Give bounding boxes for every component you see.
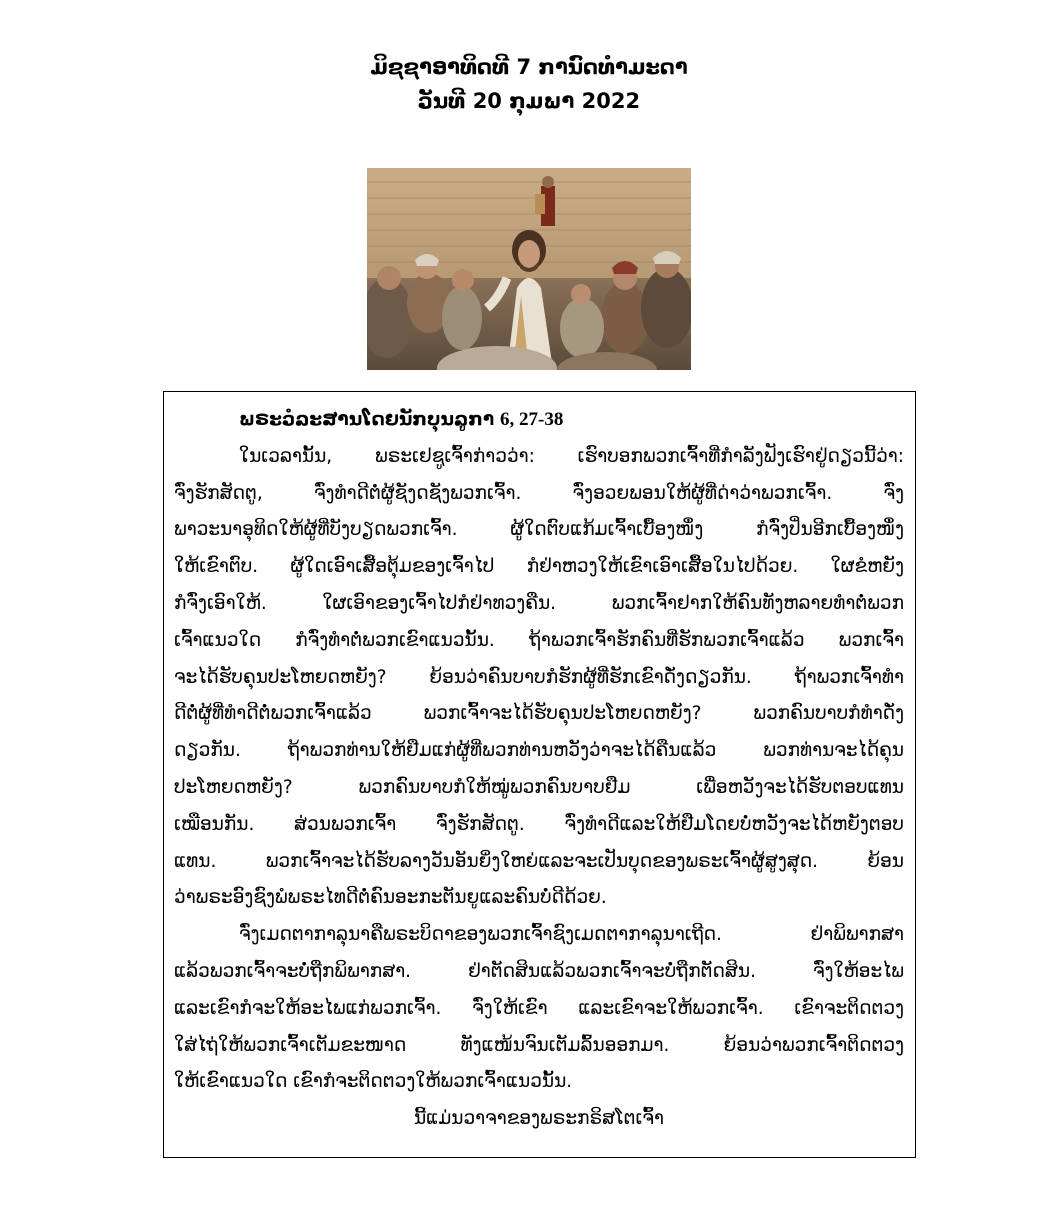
- text-line: ເຈົ້າແນວໃດ ກໍຈົ່ງທຳຕໍ່ພວກເຂົາແນວນັ້ນ. ຖ້າພວກເຈົ້າຮັກຄົນທີ່ຮັກພວກເຈົ້າແລ້ວ ພວກເຈົ້າ: [174, 629, 904, 651]
- text-line: ຈົ່ງຮັກສັດຕູ, ຈົ່ງທຳດີຕໍ່ຜູ້ຊັງດຊັງພວກເຈົ້າ. ຈົ່ງອວຍພອນໃຫ້ຜູ້ທີ່ດ່າວ່າພວກເຈົ້າ. ຈົ່ງ: [174, 482, 904, 504]
- text-line: ດີຕໍ່ຜູ້ທີ່ທຳດີຕໍ່ພວກເຈົ້າແລ້ວ ພວກເຈົ້າຈະໄດ້ຮັບຄຸນປະໂຫຍດຫຍັງ? ພວກຄົນບາບກໍທຳດັ່ງ: [174, 703, 904, 725]
- text-line: ໃນເວລານັ້ນ, ພຣະເຢຊູເຈົ້າກ່າວວ່າ: ເຮົາບອກພວກເຈົ້າທີ່ກຳລັງຟັງເຮົາຢູ່ດຽວນີ້ວ່າ:: [239, 445, 904, 467]
- gospel-text: [174, 402, 904, 1138]
- text-line: ດຽວກັນ. ຖ້າພວກທ່ານໃຫ້ຢືມແກ່ຜູ້ທີ່ພວກທ່ານຫວັງວ່າຈະໄດ້ຄືນແລ້ວ ພວກທ່ານຈະໄດ້ຄຸນ: [174, 740, 904, 762]
- header: [0, 50, 1058, 118]
- text-line: ແລະເຂົາກໍຈະໃຫ້ອະໄພແກ່ພວກເຈົ້າ. ຈົ່ງໃຫ້ເຂົາ ແລະເຂົາຈະໃຫ້ພວກເຈົ້າ. ເຂົາຈະຕິດຕວງ: [174, 997, 904, 1019]
- page-date: ວັນທີ 20 ກຸມພາ 2022: [417, 89, 641, 113]
- text-line: ຈົ່ງເມດຕາກາລຸນາຄືພຣະບິດາຂອງພວກເຈົ້າຊົງເມດຕາກາລຸນາເຖີດ. ຢ່າພິພາກສາ: [239, 924, 904, 946]
- jesus-preaching-photo: [367, 168, 691, 370]
- text-line: ເໝືອນກັນ. ສ່ວນພວກເຈົ້າ ຈົ່ງຮັກສັດຕູ. ຈົ່ງທຳດີແລະໃຫ້ຢືມໂດຍບໍ່ຫວັງຈະໄດ້ຫຍັງຕອບ: [174, 813, 904, 835]
- text-line: ແທນ. ພວກເຈົ້າຈະໄດ້ຮັບລາງວັນອັນຍິ່ງໃຫຍ່ແລະຈະເປັນບຸດຂອງພຣະເຈົ້າຜູ້ສູງສຸດ. ຍ້ອນ: [174, 850, 904, 872]
- text-line: ແລ້ວພວກເຈົ້າຈະບໍ່ຖືກພິພາກສາ. ຢ່າຕັດສິນແລ້ວພວກເຈົ້າຈະບໍ່ຖືກຕັດສິນ. ຈົ່ງໃຫ້ອະໄພ: [174, 960, 904, 982]
- gospel-heading-title: ພຣະວໍລະສານໂດຍນັກບຸນລູກາ: [239, 409, 495, 430]
- text-line: ໃສ່ໄຖ່ໃຫ້ພວກເຈົ້າເຕັມຂະໜາດ ທັງແໜ້ນຈົນເຕັມລົ້ນອອກມາ. ຍ້ອນວ່າພວກເຈົ້າຕິດຕວງ: [174, 1034, 904, 1056]
- text-line: ຈະໄດ້ຮັບຄຸນປະໂຫຍດຫຍັງ? ຍ້ອນວ່າຄົນບາບກໍຮັກຜູ້ທີ່ຮັກເຂົາດັ່ງດຽວກັນ. ຖ້າພວກເຈົ້າທຳ: [174, 666, 904, 688]
- text-line: ປະໂຫຍດຫຍັງ? ພວກຄົນບາບກໍໃຫ້ໝູ່ພວກຄົນບາບຢືມ ເພື່ອຫວັງຈະໄດ້ຮັບຕອບແທນ: [174, 776, 904, 798]
- paragraph-2: [174, 917, 904, 1101]
- text-line: ກໍຈົ່ງເອົາໃຫ້. ໃຜເອົາຂອງເຈົ້າໄປກໍຢ່າທວງຄືນ. ພວກເຈົ້າຢາກໃຫ້ຄົນທັງຫລາຍທຳຕໍ່ພວກ: [174, 592, 904, 614]
- text-line: ວ່າພຣະອົງຊົງພໍພຣະໄທດີຕໍ່ຄົນອະກະຕັນຍູແລະຄົນບໍ່ດີດ້ວຍ.: [174, 887, 607, 909]
- gospel-heading: [174, 402, 904, 439]
- text-line: ໃຫ້ເຂົາຕົບ. ຜູ້ໃດເອົາເສື້ອຕຸ້ມຂອງເຈົ້າໄປ ກໍຢ່າຫວງໃຫ້ເຂົາເອົາເສື້ອໃນໄປດ້ວຍ. ໃຜຂໍຫຍັງ: [174, 556, 904, 578]
- closing-acclamation: ນີ້ແມ່ນວາຈາຂອງພຣະກຣິສໂຕເຈົ້າ: [413, 1108, 665, 1130]
- text-line: ໃຫ້ເຂົາແນວໃດ ເຂົາກໍຈະຕິດຕວງໃຫ້ພວກເຈົ້າແນວນັ້ນ.: [174, 1071, 573, 1093]
- text-line: ພາວະນາອຸທິດໃຫ້ຜູ້ທີ່ບັງບຽດພວກເຈົ້າ. ຜູ້ໃດຕົບແກ້ມເຈົ້າເບື້ອງໜຶ່ງ ກໍຈົ່ງປິ່ນອີກເບື້ອງໜຶ່ງ: [174, 519, 904, 541]
- gospel-reading-box: [163, 391, 916, 1158]
- page-title: ມິຊຊາອາທິດທີ 7 ການົດທຳມະດາ: [370, 55, 688, 79]
- paragraph-1: [174, 439, 904, 917]
- gospel-reference: 6, 27-38: [500, 409, 564, 430]
